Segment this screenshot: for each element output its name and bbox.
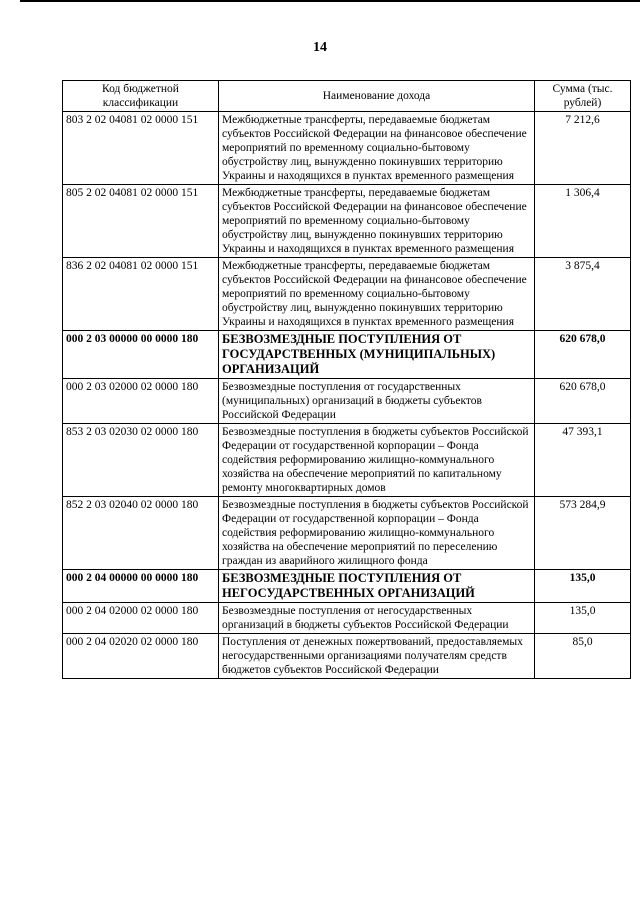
row-amount: 7 212,6	[535, 112, 631, 185]
row-amount: 620 678,0	[535, 379, 631, 424]
top-border	[0, 0, 640, 8]
table-row	[63, 634, 631, 679]
row-code: 000 2 04 00000 00 0000 180	[63, 570, 219, 603]
table-row	[63, 424, 631, 497]
row-name: Безвозмездные поступления от государственных (муниципальных) организаций в бюджеты субъектов Российской Федерации	[219, 379, 535, 424]
page-number: 14	[313, 40, 327, 55]
income-table	[62, 80, 631, 679]
row-code: 000 2 04 02000 02 0000 180	[63, 603, 219, 634]
row-name: БЕЗВОЗМЕЗДНЫЕ ПОСТУПЛЕНИЯ ОТ НЕГОСУДАРСТВЕННЫХ ОРГАНИЗАЦИЙ	[219, 570, 535, 603]
row-code: 805 2 02 04081 02 0000 151	[63, 185, 219, 258]
row-code: 852 2 03 02040 02 0000 180	[63, 497, 219, 570]
row-name: Безвозмездные поступления в бюджеты субъектов Российской Федерации от государственной корпорации – Фонда содействия реформированию жилищно-коммунального хозяйства на обеспечение мероприятий по переселению граждан из аварийного жилищного фонда	[219, 497, 535, 570]
row-name: Межбюджетные трансферты, передаваемые бюджетам субъектов Российской Федерации на финансовое обеспечение мероприятий по временному социально-бытовому обустройству лиц, вынужденно покинувших территорию Украины и находящихся в пунктах временного размещения	[219, 185, 535, 258]
row-amount: 135,0	[535, 603, 631, 634]
table-row-section	[63, 331, 631, 379]
row-code: 000 2 03 02000 02 0000 180	[63, 379, 219, 424]
table-row	[63, 603, 631, 634]
table-row	[63, 497, 631, 570]
row-code: 000 2 04 02020 02 0000 180	[63, 634, 219, 679]
row-name: Безвозмездные поступления от негосударственных организаций в бюджеты субъектов Российской Федерации	[219, 603, 535, 634]
row-amount: 3 875,4	[535, 258, 631, 331]
table-header-row	[63, 81, 631, 112]
row-amount: 573 284,9	[535, 497, 631, 570]
row-name: Межбюджетные трансферты, передаваемые бюджетам субъектов Российской Федерации на финансовое обеспечение мероприятий по временному социально-бытовому обустройству лиц, вынужденно покинувших территорию Украины и находящихся в пунктах временного размещения	[219, 258, 535, 331]
row-code: 836 2 02 04081 02 0000 151	[63, 258, 219, 331]
table-row-section	[63, 570, 631, 603]
row-code: 853 2 03 02030 02 0000 180	[63, 424, 219, 497]
table-row	[63, 112, 631, 185]
row-amount: 47 393,1	[535, 424, 631, 497]
header-code: Код бюджетной классификации	[63, 81, 219, 112]
row-name: Безвозмездные поступления в бюджеты субъектов Российской Федерации от государственной корпорации – Фонда содействия реформированию жилищно-коммунального хозяйства на обеспечение мероприятий по капитальному ремонту многоквартирных домов	[219, 424, 535, 497]
table-row	[63, 379, 631, 424]
row-code: 803 2 02 04081 02 0000 151	[63, 112, 219, 185]
top-border-line	[20, 0, 640, 2]
row-amount: 135,0	[535, 570, 631, 603]
row-amount: 1 306,4	[535, 185, 631, 258]
row-amount: 620 678,0	[535, 331, 631, 379]
header-name: Наименование дохода	[219, 81, 535, 112]
row-name: Поступления от денежных пожертвований, предоставляемых негосударственными организациями получателям средств бюджетов субъектов Российской Федерации	[219, 634, 535, 679]
table-row	[63, 185, 631, 258]
row-name: БЕЗВОЗМЕЗДНЫЕ ПОСТУПЛЕНИЯ ОТ ГОСУДАРСТВЕННЫХ (МУНИЦИПАЛЬНЫХ) ОРГАНИЗАЦИЙ	[219, 331, 535, 379]
header-amount: Сумма (тыс. рублей)	[535, 81, 631, 112]
row-code: 000 2 03 00000 00 0000 180	[63, 331, 219, 379]
row-amount: 85,0	[535, 634, 631, 679]
row-name: Межбюджетные трансферты, передаваемые бюджетам субъектов Российской Федерации на финансовое обеспечение мероприятий по временному социально-бытовому обустройству лиц, вынужденно покинувших территорию Украины и находящихся в пунктах временного размещения	[219, 112, 535, 185]
table-row	[63, 258, 631, 331]
